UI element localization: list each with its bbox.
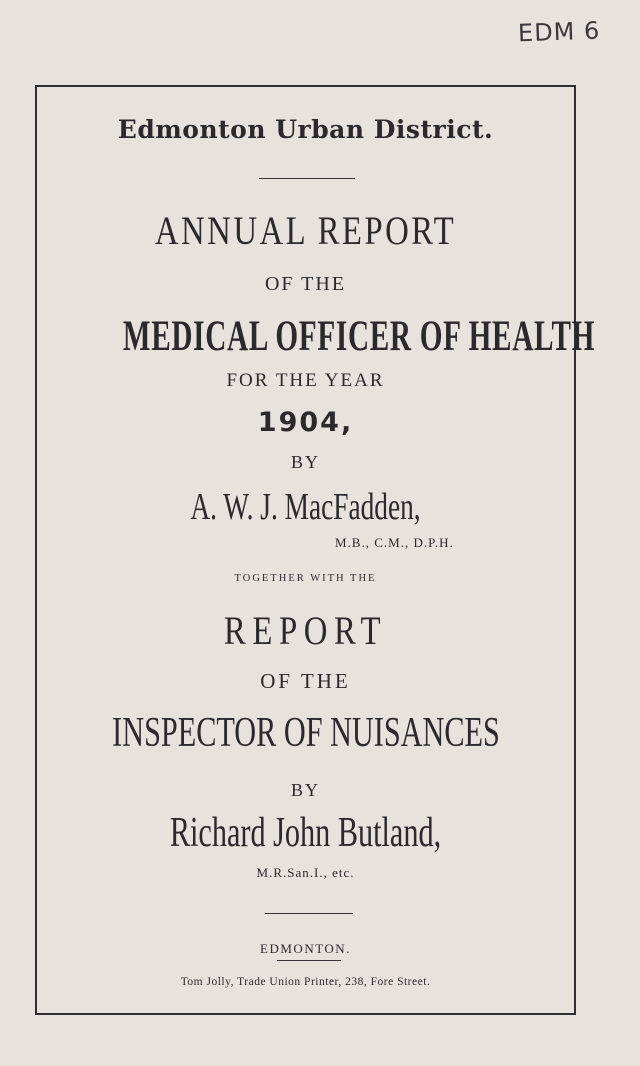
- report-year: 1904,: [257, 407, 354, 438]
- printer-imprint: Tom Jolly, Trade Union Printer, 238, Fore Street.: [180, 976, 431, 988]
- author-name-2: Richard John Butland,: [169, 810, 442, 856]
- author-qualifications-1: M.B., C.M., D.P.H.: [335, 535, 454, 550]
- second-report-title: REPORT: [223, 608, 388, 653]
- shelfmark-annotation: EDM 6: [517, 16, 601, 48]
- district-heading: Edmonton Urban District.: [117, 115, 494, 144]
- cover-frame: [35, 85, 596, 1015]
- report-title: ANNUAL REPORT: [154, 208, 457, 253]
- by-label-2: BY: [290, 780, 320, 800]
- report-subject: MEDICAL OFFICER OF HEALTH: [122, 313, 596, 360]
- author-qualifications-2: M.R.San.I., etc.: [256, 865, 355, 880]
- bottom-rule: [265, 913, 353, 914]
- by-label-1: BY: [290, 452, 320, 472]
- printer-rule: [277, 960, 341, 961]
- for-the-year-label: FOR THE YEAR: [226, 370, 385, 391]
- second-report-subject: INSPECTOR OF NUISANCES: [112, 710, 500, 756]
- of-the-label-1: OF THE: [264, 273, 347, 295]
- author-name-1: A. W. J. MacFadden,: [190, 486, 421, 528]
- together-with-label: TOGETHER WITH THE: [234, 573, 377, 584]
- of-the-label-2: OF THE: [260, 669, 351, 693]
- place-of-publication: EDMONTON.: [260, 941, 351, 956]
- top-rule: [259, 178, 355, 179]
